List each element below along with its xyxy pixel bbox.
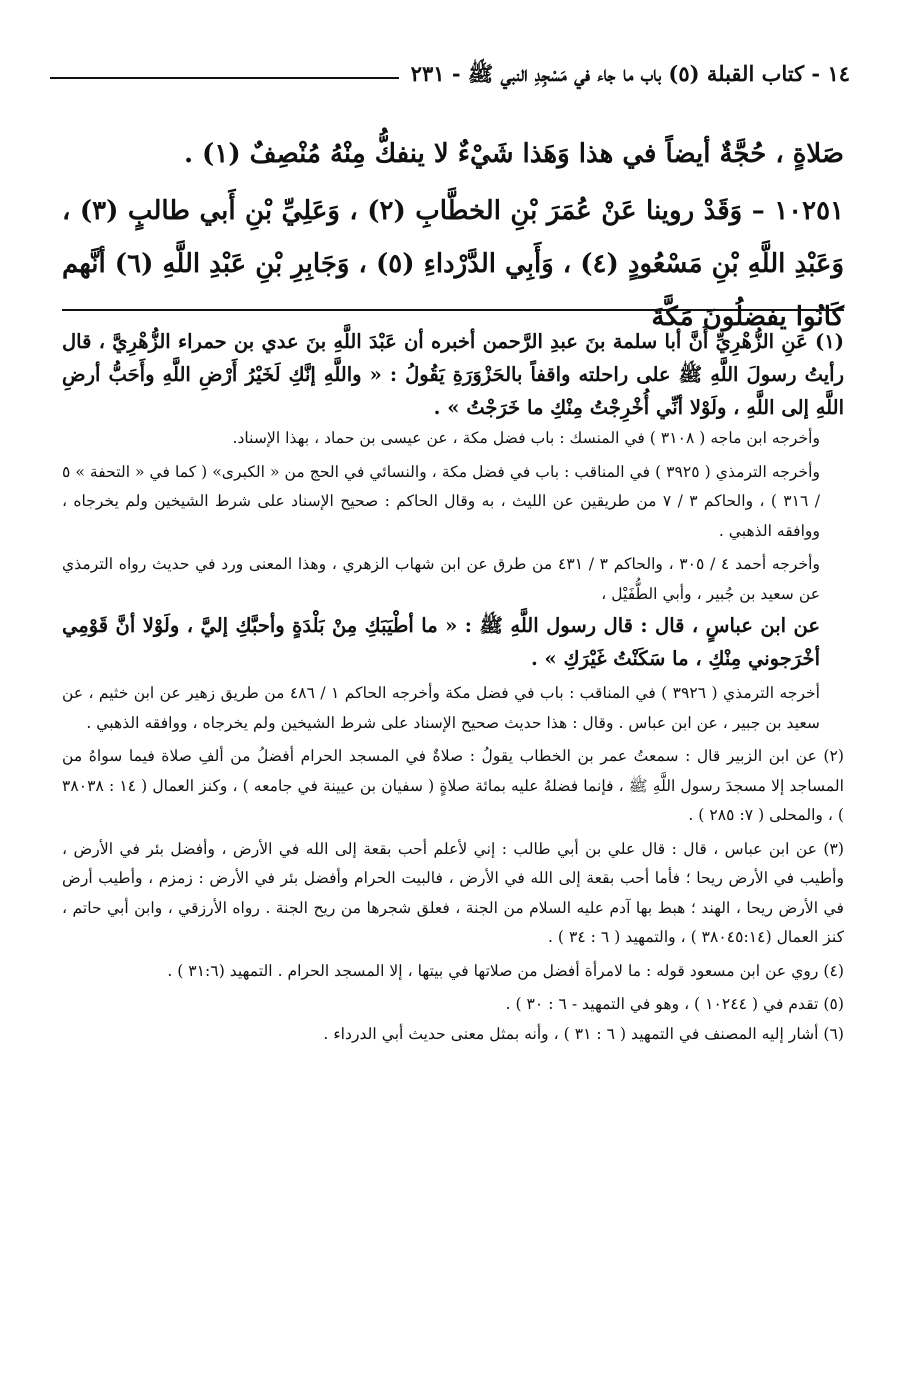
footnote-5: (٥) تقدم في ( ١٠٢٤٤ ) ، وهو في التمهيد - ٦ : ٣٠ ) . bbox=[505, 995, 844, 1013]
footnote-1-tirmidhi-2: أخرجه الترمذي ( ٣٩٢٦ ) في المناقب : باب في فضل مكة وأخرجه الحاكم ١ / ٤٨٦ من طريق زهير عن ابن خثيم ، عن سعيد بن جبير ، عن ابن عباس . وقال : هذا حديث صحيح الإسناد على شرط الشيخين ولم يخرجاه ، ووافقه الذهبي . bbox=[62, 684, 821, 732]
footnotes bbox=[62, 325, 844, 1049]
footnote-1-ibn-abbas-hadith: عن ابن عباسٍ ، قال : قال رسول اللَّهِ ﷺ : « ما أطْيَبَكِ مِنْ بَلْدَةٍ وأحبَّكِ إليَّ ، ولَوْلا أنَّ قَوْمِي أخْرَجوني مِنْكِ ، ما سَكَنْتُ غَيْرَكِ » . bbox=[62, 614, 820, 670]
header-title: ١٤ - كتاب القبلة (٥) باب ما جاء في مَسْجِدِ النبي ﷺ - ٢٣١ bbox=[410, 60, 850, 86]
running-header bbox=[50, 58, 850, 94]
footnote-1-hadith: (١) عَنِ الزُّهْرِيِّ أَنَّ أبا سلمة بنَ عبدِ الرَّحمن أخبره أن عَبْدَ اللَّهِ بنَ عدي بن حمراء الزُّهْرِيَّ ، قال رأيتُ رسولَ اللَّهِ ﷺ على راحلته واقفاً بالحَزْوَرَةِ يَقُولُ : « واللَّهِ إنَّكِ لَخَيْرُ أَرْضِ اللَّهِ وأَحَبُّ أرضِ اللَّهِ إلى اللَّهِ ، ولَوْلا أنِّي أُخْرِجْتُ مِنْكِ ما خَرَجْتُ » . bbox=[62, 330, 844, 419]
footnote-4: (٤) روي عن ابن مسعود قوله : ما لامرأة أفضل من صلاتها في بيتها ، إلا المسجد الحرام . التمهيد (٣١:٦ ) . bbox=[167, 961, 844, 980]
footnote-1-tirmidhi: وأخرجه الترمذي ( ٣٩٢٥ ) في المناقب : باب في فضل مكة ، والنسائي في الحج من « الكبرى» ( كما في « التحفة » ٥ / ٣١٦ ) ، والحاكم ٣ / ٧ من طريقين عن الليث ، به وقال الحاكم : صحيح الإسناد على شرط الشيخين ولم يخرجاه ، ووافقه الذهبي . bbox=[62, 462, 820, 540]
body-paragraph: صَلاةٍ ، حُجَّةٌ أيضاً في هذا وَهَذا شَيْءٌ لا ينفكُّ مِنْهُ مُنْصِفٌ (١) . bbox=[183, 139, 844, 169]
footnote-1-ahmad: وأخرجه أحمد ٤ / ٣٠٥ ، والحاكم ٣ / ٤٣١ من طرق عن ابن شهاب الزهري ، وهذا المعنى ورد في حديث رواه الترمذي عن سعيد بن جُبير ، وأبي الطُّفَيْل ، bbox=[62, 555, 821, 603]
footnote-separator bbox=[62, 309, 844, 311]
footnote-2: (٢) عن ابن الزبير قال : سمعتُ عمر بن الخطاب يقولُ : صلاةٌ في المسجد الحرام أفضلُ من ألفِ صلاة فيما سواهُ من المساجد إلا مسجدَ رسول اللَّهِ ﷺ ، فإنما فضلهُ عليه بمائة صلاةٍ ( سفيان بن عيينة في جامعه ) ، وكنز العمال ( ١٤ : ٣٨٠٣٨ ) ، والمحلى ( ٧: ٢٨٥ ) . bbox=[62, 747, 844, 824]
header-rule bbox=[50, 77, 399, 79]
footnote-1-ibn-majah: وأخرجه ابن ماجه ( ٣١٠٨ ) في المنسك : باب فضل مكة ، عن عيسى بن حماد ، بهذا الإسناد. bbox=[232, 429, 820, 447]
footnote-6: (٦) أشار إليه المصنف في التمهيد ( ٦ : ٣١ ) ، وأنه بمثل معنى حديث أبي الدرداء . bbox=[323, 1024, 844, 1043]
main-text bbox=[62, 128, 844, 344]
body-paragraph: ١٠٢٥١ – وَقَدْ روينا عَنْ عُمَرَ بْنِ الخطَّابِ (٢) ، وَعَلِيِّ بْنِ أَبي طالبٍ (٣) ، وَعَبْدِ اللَّهِ بْنِ مَسْعُودٍ (٤) ، وَأَبِي الدَّرْداءِ (٥) ، وَجَابِرِ بْنِ عَبْدِ اللَّهِ (٦) أنَّهم كَانُوا يفضلُونَ مَكَّةَ bbox=[62, 196, 845, 332]
footnote-3: (٣) عن ابن عباس ، قال : قال علي بن أبي طالب : إني لأعلم أحب بقعة إلى الله في الأرض ، وأفضل بئر في الأرض ، وأطيب في الأرض ريحا ؛ فأما أحب بقعة إلى الله في الأرض ، فالبيت الحرام وأفضل بئر في الأرض : زمزم ، وأطيب أرض في الأرض ريحا ، الهند ؛ هبط بها آدم عليه السلام من الجنة ، فعلق شجرها من ريح الجنة . رواه الأرزقي ، وابن أبي حاتم ، كنز العمال (٣٨٠٤٥:١٤ ) ، والتمهيد ( ٦ : ٣٤ ) . bbox=[62, 839, 844, 946]
